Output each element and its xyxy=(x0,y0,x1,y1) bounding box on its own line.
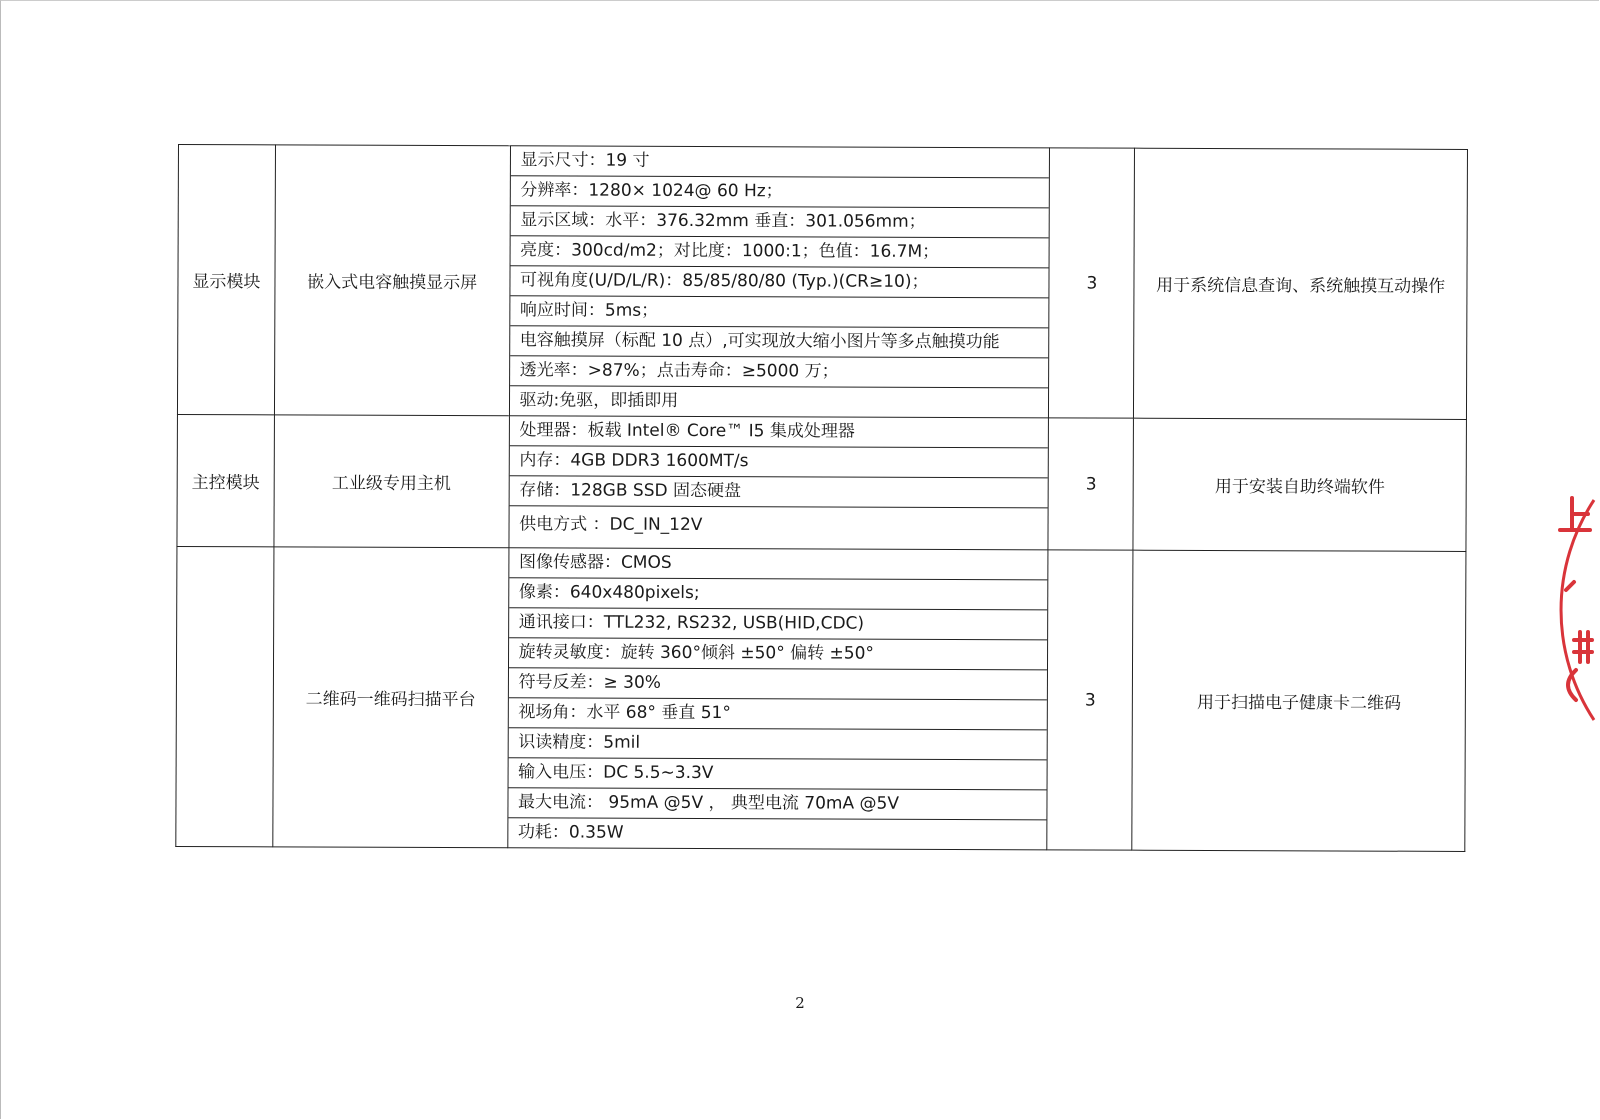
spec-line: 存储：128GB SSD 固态硬盘 xyxy=(509,476,1048,508)
usage-cell: 用于系统信息查询、系统触摸互动操作 xyxy=(1134,148,1468,419)
spec-line: 透光率：>87%；点击寿命：≥5000 万； xyxy=(510,356,1049,388)
spec-line: 供电方式 ：DC_IN_12V xyxy=(519,514,703,536)
spec-list xyxy=(508,548,1048,849)
module-cell xyxy=(176,546,274,846)
spec-line: 可视角度(U/D/L/R)：85/85/80/80 (Typ.)(CR≥10)； xyxy=(510,266,1049,298)
module-cell: 显示模块 xyxy=(177,145,275,415)
product-name-cell: 工业级专用主机 xyxy=(274,415,509,548)
red-seal-stamp xyxy=(1536,490,1596,730)
table-row xyxy=(176,546,1466,851)
product-name-cell: 二维码一维码扫描平台 xyxy=(273,547,509,848)
spec-line: 识读精度：5mil xyxy=(508,728,1047,760)
spec-list xyxy=(509,416,1048,544)
spec-line: 输入电压：DC 5.5~3.3V xyxy=(508,758,1047,790)
spec-line: 显示区域：水平：376.32mm 垂直：301.056mm； xyxy=(510,206,1049,238)
spec-line: 处理器：板载 Intel® Core™ I5 集成处理器 xyxy=(509,416,1048,448)
product-name-cell: 嵌入式电容触摸显示屏 xyxy=(274,145,510,416)
spec-line: 符号反差：≥ 30% xyxy=(508,668,1047,700)
usage-cell: 用于扫描电子健康卡二维码 xyxy=(1132,550,1466,851)
table-row xyxy=(177,145,1467,420)
spec-line: 通讯接口：TTL232, RS232, USB(HID,CDC) xyxy=(509,608,1048,640)
spec-cell xyxy=(509,416,1049,550)
spec-line: 驱动:免驱，即插即用 xyxy=(519,390,679,411)
spec-cell xyxy=(509,146,1050,418)
spec-line: 功耗：0.35W xyxy=(517,822,624,843)
module-cell: 主控模块 xyxy=(177,414,274,546)
spec-line: 旋转灵敏度：旋转 360°倾斜 ±50° 偏转 ±50° xyxy=(509,638,1048,670)
spec-line: 分辨率：1280× 1024@ 60 Hz； xyxy=(510,176,1049,208)
spec-line: 像素：640x480pixels; xyxy=(509,578,1048,610)
page-number: 2 xyxy=(795,994,805,1012)
spec-line: 最大电流： 95mA @5V ， 典型电流 70mA @5V xyxy=(508,788,1047,820)
quantity-cell: 3 xyxy=(1049,148,1135,418)
usage-cell: 用于安装自助终端软件 xyxy=(1133,418,1466,551)
spec-line: 亮度：300cd/m2；对比度：1000:1；色值：16.7M； xyxy=(510,236,1049,268)
spec-list xyxy=(510,146,1050,417)
spec-line: 响应时间：5ms； xyxy=(510,296,1049,328)
spec-line: 图像传感器：CMOS xyxy=(509,548,1048,580)
spec-line: 内存：4GB DDR3 1600MT/s xyxy=(509,446,1048,478)
spec-line: 视场角：水平 68° 垂直 51° xyxy=(508,698,1047,730)
quantity-cell: 3 xyxy=(1048,418,1133,550)
quantity-cell: 3 xyxy=(1047,550,1133,850)
spec-line: 显示尺寸：19 寸 xyxy=(510,146,1049,178)
spec-table xyxy=(175,144,1468,852)
spec-line: 电容触摸屏（标配 10 点）,可实现放大缩小图片等多点触摸功能 xyxy=(510,326,1049,358)
spec-cell xyxy=(507,548,1048,850)
table-row xyxy=(177,414,1466,551)
